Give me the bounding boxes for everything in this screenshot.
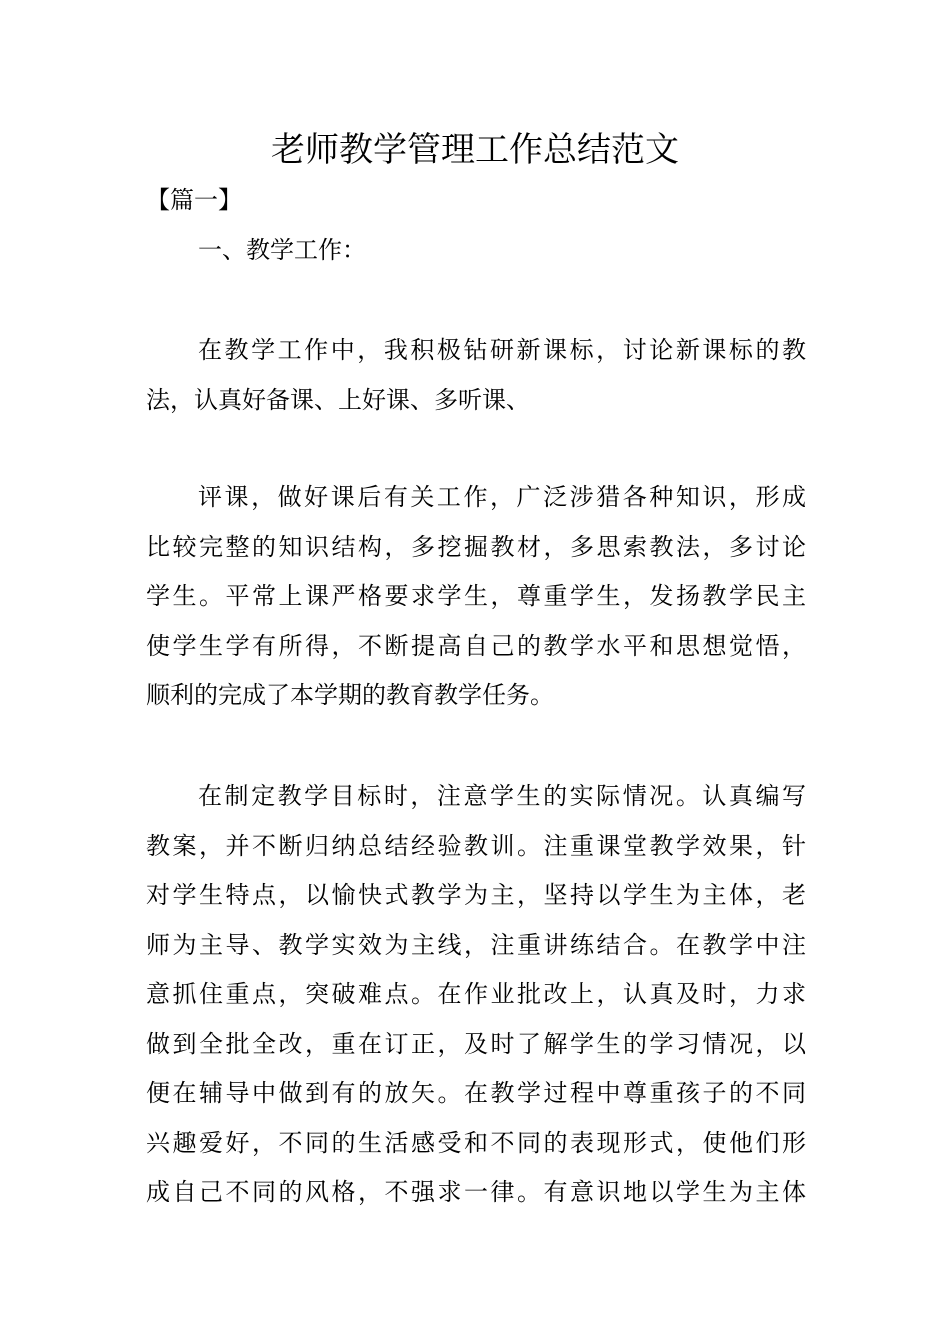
document-title: 老师教学管理工作总结范文 — [271, 130, 679, 170]
section-label: 【篇一】 — [146, 186, 242, 214]
paragraph-line: 评课，做好课后有关工作，广泛涉猎各种知识，形成 — [198, 483, 806, 511]
paragraph-line: 兴趣爱好，不同的生活感受和不同的表现形式，使他们形 — [146, 1128, 806, 1157]
paragraph-line: 成自己不同的风格，不强求一律。有意识地以学生为主体 — [146, 1178, 806, 1206]
paragraph-line: 做到全批全改，重在订正，及时了解学生的学习情况，以 — [146, 1029, 806, 1058]
paragraph-line: 顺利的完成了本学期的教育教学任务。 — [146, 681, 554, 709]
paragraph-line: 教案，并不断归纳总结经验教训。注重课堂教学效果，针 — [146, 831, 806, 860]
paragraph-line: 比较完整的知识结构，多挖掘教材，多思索教法，多讨论 — [146, 532, 806, 561]
paragraph-line: 使学生学有所得，不断提高自己的教学水平和思想觉悟， — [146, 631, 806, 660]
paragraph-1 — [146, 326, 806, 425]
paragraph-line: 意抓住重点，突破难点。在作业批改上，认真及时，力求 — [146, 980, 806, 1008]
paragraph-2 — [146, 473, 806, 721]
paragraph-line: 师为主导、教学实效为主线，注重讲练结合。在教学中注 — [146, 930, 806, 959]
paragraph-line: 在制定教学目标时，注意学生的实际情况。认真编写 — [198, 782, 806, 810]
paragraph-line: 法，认真好备课、上好课、多听课、 — [146, 385, 530, 414]
paragraph-line: 便在辅导中做到有的放矢。在教学过程中尊重孩子的不同 — [146, 1079, 806, 1107]
paragraph-3 — [146, 772, 806, 1218]
paragraph-line: 对学生特点，以愉快式教学为主，坚持以学生为主体，老 — [146, 881, 806, 909]
paragraph-line: 学生。平常上课严格要求学生，尊重学生，发扬教学民主 — [146, 582, 806, 610]
subheading: 一、教学工作： — [198, 236, 366, 264]
paragraph-line: 在教学工作中，我积极钻研新课标，讨论新课标的教 — [198, 336, 806, 364]
